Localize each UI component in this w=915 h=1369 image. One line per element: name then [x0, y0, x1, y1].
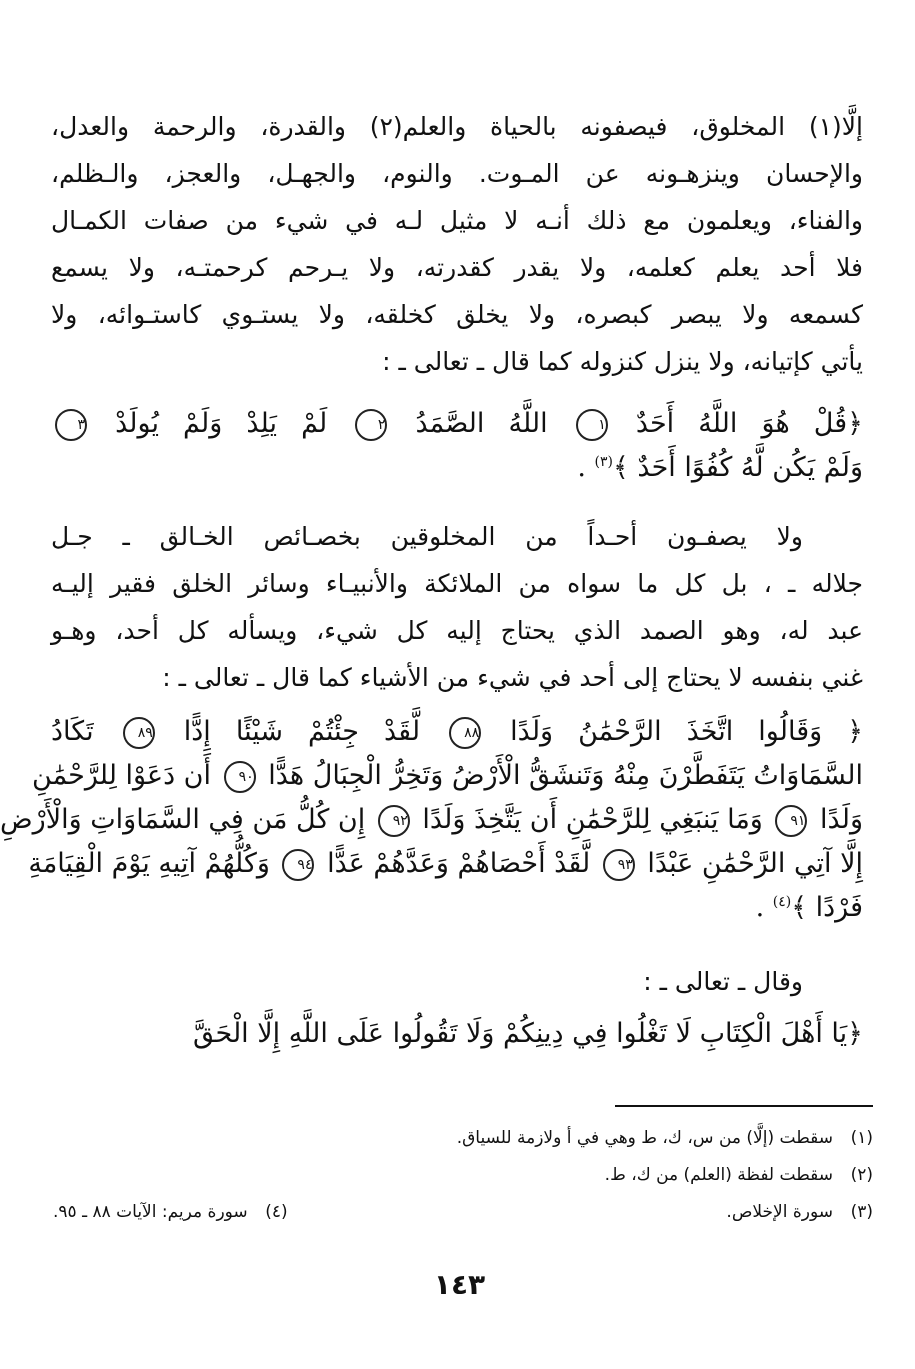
verse-text: أَن دَعَوْا لِلرَّحْمَٰنِ: [32, 760, 212, 791]
ayah-number-marker: ٩٣: [603, 849, 635, 881]
quran-maryam-line-4: [28, 842, 863, 886]
footnote-4: [53, 1194, 288, 1231]
footnote-3: [726, 1194, 873, 1231]
period: .: [755, 892, 765, 923]
quran-ikhlas-line-2: [51, 446, 863, 490]
open-bracket: ﴿: [847, 1018, 863, 1049]
ayah-number-marker: ٩٤: [282, 849, 314, 881]
verse-text: يَا أَهْلَ الْكِتَابِ لَا تَغْلُوا فِي دِينِكُمْ وَلَا تَقُولُوا عَلَى اللَّهِ إِلَّا الْحَقَّ: [193, 1018, 848, 1049]
ayah-number-marker: ٣: [55, 409, 87, 441]
paragraph-1-line-3: والفناء، ويعلمون مع ذلك أنـه لا مثيل لـه في شيء من صفات الكمـال: [51, 206, 863, 235]
quran-maryam-line-2: [32, 754, 863, 798]
paragraph-1-line-6: يأتي كإتيانه، ولا ينزل كنزوله كما قال ـ تعالى ـ :: [382, 347, 863, 376]
ayah-number-marker: ٨٩: [123, 717, 155, 749]
footnote-1: [53, 1120, 873, 1157]
footnote-number: (٤): [265, 1202, 288, 1222]
footnote-2: [53, 1157, 873, 1194]
paragraph-1-line-5: كسمعه ولا يبصر كبصره، ولا يخلق كخلقه، ولا يستـوي كاستـوائه، ولا: [51, 300, 863, 329]
footnote-text: سقطت (إلَّا) من س، ك، ط وهي في أ ولازمة للسياق.: [456, 1128, 833, 1148]
footnote-number: (٣): [850, 1202, 873, 1222]
footnote-row-3-4: [53, 1194, 873, 1231]
verse-text: لَّقَدْ جِئْتُمْ شَيْئًا إِدًّا: [183, 716, 421, 747]
quran-maryam-line-1: [51, 710, 863, 754]
ayah-number-marker: ٢: [355, 409, 387, 441]
paragraph-2-line-3: عبد له، وهو الصمد الذي يحتاج إليه كل شيء، ويسأله كل أحد، وهـو: [51, 616, 863, 645]
verse-text: وَلَمْ يَكُن لَّهُ كُفُوًا أَحَدٌ: [637, 452, 863, 483]
quran-ikhlas-line-1: [51, 402, 863, 446]
footnote-number: (٢): [850, 1165, 873, 1185]
close-bracket: ﴾: [791, 892, 808, 923]
ayah-number-marker: ٨٨: [449, 717, 481, 749]
paragraph-1: [51, 103, 863, 385]
verse-text: وَقَالُوا اتَّخَذَ الرَّحْمَٰنُ وَلَدًا: [510, 716, 823, 747]
verse-text: اللَّهُ الصَّمَدُ: [415, 408, 548, 439]
paragraph-3: [51, 958, 863, 1005]
ayah-number-marker: ٩٢: [378, 805, 410, 837]
paragraph-1-line-2: والإحسان وينزهـونه عن المـوت. والنوم، والجهـل، والعجز، والـظلم،: [51, 159, 863, 188]
verse-text: السَّمَاوَاتُ يَتَفَطَّرْنَ مِنْهُ وَتَنشَقُّ الْأَرْضُ وَتَخِرُّ الْجِبَالُ هَدًّا: [268, 760, 863, 791]
footnote-number: (١): [850, 1128, 873, 1148]
verse-text: إِلَّا آتِي الرَّحْمَٰنِ عَبْدًا: [647, 848, 863, 879]
open-bracket: ﴿: [847, 408, 863, 439]
ayah-number-marker: ٩١: [775, 805, 807, 837]
footnote-text: سقطت لفظة (العلم) من ك، ط.: [604, 1165, 833, 1185]
verse-text: لَمْ يَلِدْ وَلَمْ يُولَدْ: [115, 408, 328, 439]
verse-text: وَمَا يَنبَغِي لِلرَّحْمَٰنِ أَن يَتَّخِذَ وَلَدًا: [422, 804, 763, 835]
paragraph-1-line-4: فلا أحد يعلم كعلمه، ولا يقدر كقدرته، ولا يـرحم كرحمتـه، ولا يسمع: [51, 253, 863, 282]
footnote-separator: [615, 1105, 873, 1107]
ayah-number-marker: ٩٠: [224, 761, 256, 793]
footnotes: [53, 1120, 873, 1231]
quran-quote-maryam: [0, 710, 864, 930]
quran-quote-nisa: [51, 1012, 863, 1056]
period: .: [577, 452, 586, 483]
footnote-ref: (٣): [594, 454, 613, 470]
paragraph-2-line-1: ولا يصفـون أحـداً من المخلوقين بخصـائص الخـالق ـ جـل: [51, 522, 803, 551]
paragraph-2-line-2: جلاله ـ ، بل كل ما سواه من الملائكة والأنبيـاء وسائر الخلق فقير إليـه: [51, 569, 863, 598]
quran-maryam-line-3: [0, 798, 863, 842]
verse-text: وَكُلُّهُمْ آتِيهِ يَوْمَ الْقِيَامَةِ: [28, 848, 270, 879]
ayah-number-marker: ١: [576, 409, 608, 441]
footnote-text: سورة الإخلاص.: [726, 1202, 833, 1222]
paragraph-2-line-4: غني بنفسه لا يحتاج إلى أحد في شيء من الأشياء كما قال ـ تعالى ـ :: [162, 663, 863, 692]
verse-text: قُلْ هُوَ اللَّهُ أَحَدٌ: [635, 408, 848, 439]
open-bracket: ﴿: [847, 716, 864, 747]
quran-maryam-line-5: [51, 886, 863, 930]
verse-text: فَرْدًا: [815, 892, 863, 923]
verse-text: لَّقَدْ أَحْصَاهُمْ وَعَدَّهُمْ عَدًّا: [327, 848, 591, 879]
page-number: ١٤٣: [433, 1268, 486, 1301]
quran-quote-ikhlas: [51, 402, 863, 490]
quran-nisa-line-1: [51, 1012, 863, 1056]
close-bracket: ﴾: [613, 452, 629, 483]
paragraph-3-line-1: وقال ـ تعالى ـ :: [643, 967, 803, 996]
verse-text: وَلَدًا: [820, 804, 863, 835]
footnote-ref: (٤): [772, 894, 792, 910]
verse-text: إِن كُلُّ مَن فِي السَّمَاوَاتِ وَالْأَرْضِ: [0, 804, 366, 835]
paragraph-2: [51, 513, 863, 701]
paragraph-1-line-1: إلَّا(١) المخلوق، فيصفونه بالحياة والعلم(٢) والقدرة، والرحمة والعدل،: [51, 112, 863, 141]
verse-text: تَكَادُ: [51, 716, 94, 747]
footnote-text: سورة مريم: الآيات ٨٨ ـ ٩٥.: [53, 1202, 248, 1222]
